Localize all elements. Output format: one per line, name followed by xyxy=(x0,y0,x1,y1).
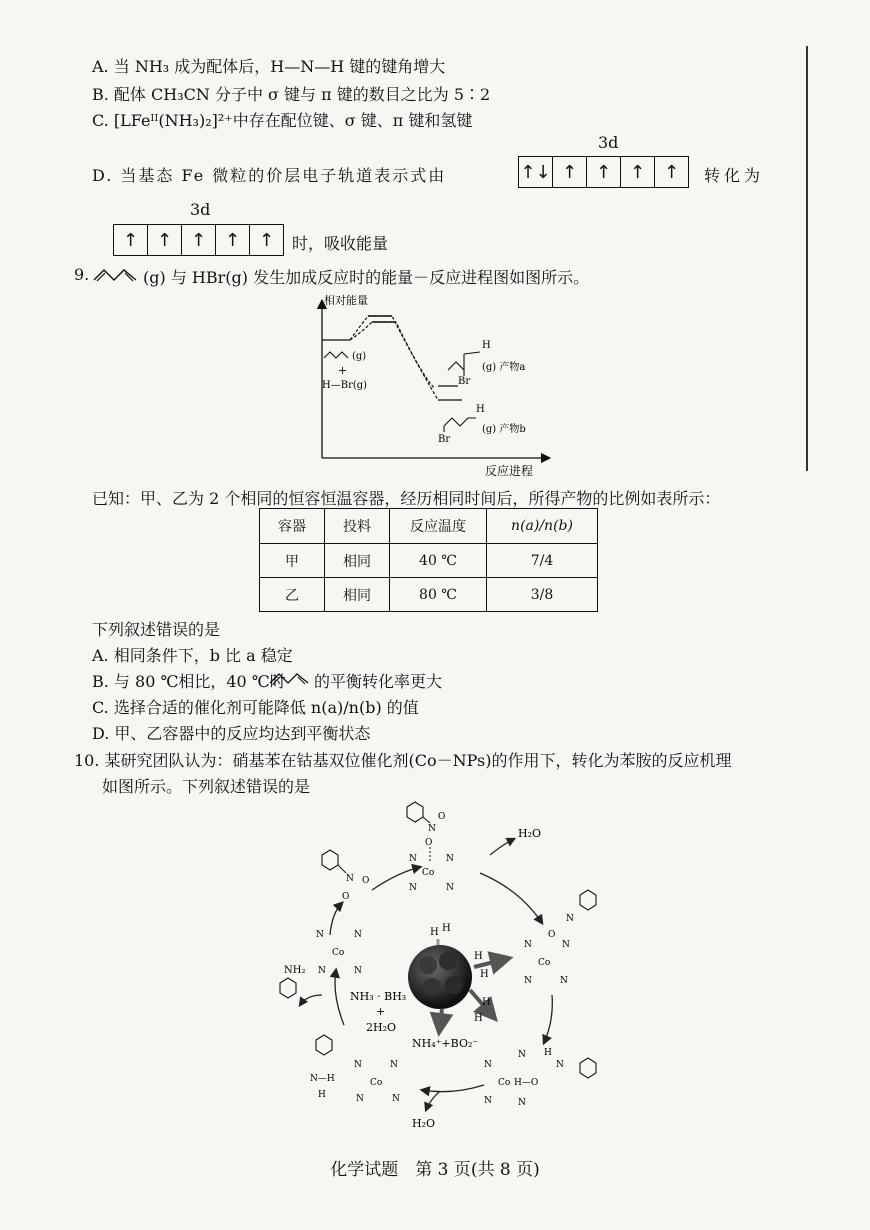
q8-option-a: A. 当 NH₃ 成为配体后，H—N—H 键的键角增大 xyxy=(92,57,446,76)
benzene-ring xyxy=(407,802,423,822)
q9-option-b-part2: 的平衡转化率更大 xyxy=(314,672,443,691)
product-b-br: Br xyxy=(438,434,451,445)
cobalt-center: Co xyxy=(498,1078,511,1088)
nitroso-n: N xyxy=(566,914,574,924)
cycle-arrow xyxy=(422,1085,484,1092)
page-footer: 化学试题 第 3 页(共 8 页) xyxy=(330,1160,540,1180)
product-a-structure xyxy=(448,354,464,370)
q9-stem-text: (g) 与 HBr(g) 发生加成反应时的能量－反应进程图如图所示。 xyxy=(143,268,590,287)
product-b-structure xyxy=(444,418,476,426)
benzene-ring xyxy=(280,978,296,998)
cycle-arrow xyxy=(480,873,542,923)
hydrogen-transfer-arrow xyxy=(440,1009,442,1025)
nitro-n: N xyxy=(346,874,354,884)
table-cell: 甲 xyxy=(260,544,325,578)
hydroxylamine-n: N xyxy=(556,1060,564,1070)
nh-h-label: N—H xyxy=(310,1074,335,1084)
table-cell: 相同 xyxy=(325,578,390,612)
y-axis-label: 相对能量 xyxy=(324,294,368,307)
amine-h: H xyxy=(318,1090,326,1100)
ligand-n: N xyxy=(392,1094,400,1104)
nitroso-o: O xyxy=(548,930,556,940)
q9-table xyxy=(259,508,598,612)
nanoparticle-bump xyxy=(419,956,437,974)
ligand-n: N xyxy=(354,930,362,940)
product-a-bond xyxy=(464,352,480,354)
q8-option-d-transform: 转化为 xyxy=(704,166,765,185)
ligand-n: N xyxy=(518,1098,526,1108)
butadiene-structure xyxy=(92,266,142,284)
h-o-label: H—O xyxy=(514,1078,539,1088)
hydrogen-label: H xyxy=(474,1013,483,1024)
nitro-n: N xyxy=(428,824,436,834)
reactant-hbr-label: H—Br(g) xyxy=(322,380,368,391)
nanoparticle-bump xyxy=(439,952,457,970)
ammonia-borane-label: NH₃ · BH₃ xyxy=(350,990,407,1003)
table-row xyxy=(260,544,598,578)
orbital-box: ↑ xyxy=(147,225,181,255)
benzene-ring xyxy=(322,850,338,870)
nanoparticle-bump xyxy=(445,976,463,994)
q9-option-a: A. 相同条件下，b 比 a 稳定 xyxy=(92,646,293,665)
cycle-arrow xyxy=(544,995,552,1043)
water-label: 2H₂O xyxy=(366,1021,397,1034)
ligand-n: N xyxy=(446,854,454,864)
q8-option-d-end: 时，吸收能量 xyxy=(292,234,389,253)
q9-number: 9. xyxy=(74,265,90,284)
hydrogen-label: H xyxy=(442,923,451,934)
q8-option-c: C. [LFeᴵᴵ(NH₃)₂]²⁺中存在配位键、σ 键、π 键和氢键 xyxy=(92,111,473,130)
ligand-n: N xyxy=(524,976,532,986)
ligand-n: N xyxy=(409,854,417,864)
orbital-box: ↑↓ xyxy=(520,161,551,183)
h2o-top-label: H₂O xyxy=(518,827,542,840)
orbital-box: ↑ xyxy=(552,157,586,187)
orbital-box: ↑ xyxy=(620,157,654,187)
table-cell: 80 ℃ xyxy=(390,578,487,612)
orbital-box: ↑ xyxy=(215,225,249,255)
ligand-n: N xyxy=(518,1050,526,1060)
product-a-br: Br xyxy=(458,376,471,387)
q10-stem-line2: 如图所示。下列叙述错误的是 xyxy=(102,777,311,796)
cycle-arrow xyxy=(330,903,342,935)
ligand-n: N xyxy=(390,1060,398,1070)
product-a-label: (g) 产物a xyxy=(482,362,526,373)
table-cell: 3/8 xyxy=(487,578,598,612)
ligand-n: N xyxy=(562,940,570,950)
butadiene-structure-small xyxy=(268,669,312,687)
cobalt-center: Co xyxy=(422,868,435,878)
orbital-diagram-before xyxy=(518,156,689,188)
orbital-label-bottom: 3d xyxy=(190,200,211,219)
orbital-box: ↑ xyxy=(654,157,688,187)
table-header: 容器 xyxy=(260,509,325,544)
nanoparticle-bump xyxy=(423,978,441,996)
product-b-label: (g) 产物b xyxy=(482,424,526,435)
table-row xyxy=(260,578,598,612)
ligand-n: N xyxy=(484,1096,492,1106)
ligand-n: N xyxy=(356,1094,364,1104)
nitro-o-2: O xyxy=(342,892,350,902)
aniline-release-arrow xyxy=(300,995,322,1005)
nitro-o-2: O xyxy=(425,838,433,848)
h2o-release-arrow xyxy=(490,839,514,855)
table-cell: 乙 xyxy=(260,578,325,612)
margin-line xyxy=(806,46,808,471)
h2o-release-arrow-bottom xyxy=(426,1091,440,1110)
table-cell: 相同 xyxy=(325,544,390,578)
product-b-h: H xyxy=(476,404,485,415)
q9-option-b-part1: B. 与 80 ℃相比，40 ℃时 xyxy=(92,672,286,691)
benzene-ring xyxy=(316,1035,332,1055)
bond-line xyxy=(338,865,346,873)
table-header-row xyxy=(260,509,598,544)
h2o-bottom-label: H₂O xyxy=(412,1117,436,1130)
x-axis-label: 反应进程 xyxy=(485,464,534,478)
benzene-ring xyxy=(580,890,596,910)
reactant-plus-label: + xyxy=(338,364,348,377)
ligand-n: N xyxy=(316,930,324,940)
q10-stem-line1: 10. 某研究团队认为：硝基苯在钴基双位催化剂(Co－NPs)的作用下，转化为苯胺的反应机理 xyxy=(74,751,732,770)
energy-diagram xyxy=(310,292,560,482)
benzene-ring xyxy=(580,1058,596,1078)
product-a-h: H xyxy=(482,340,491,351)
hydrogen-label: H xyxy=(430,927,439,938)
orbital-diagram-after xyxy=(113,224,284,256)
orbital-box: ↑ xyxy=(122,229,139,251)
ligand-n: N xyxy=(409,883,417,893)
hydrogen-label: H xyxy=(482,997,491,1008)
ligand-n: N xyxy=(354,1060,362,1070)
cobalt-center: Co xyxy=(370,1078,383,1088)
q9-option-c: C. 选择合适的催化剂可能降低 n(a)/n(b) 的值 xyxy=(92,698,419,717)
q8-option-b: B. 配体 CH₃CN 分子中 σ 键与 π 键的数目之比为 5∶2 xyxy=(92,85,491,104)
hydrogen-label: H xyxy=(474,951,483,962)
orbital-box: ↑ xyxy=(181,225,215,255)
table-cell: 7/4 xyxy=(487,544,598,578)
cycle-arrow xyxy=(335,970,344,1025)
table-header: 投料 xyxy=(325,509,390,544)
ligand-n: N xyxy=(560,976,568,986)
q9-option-d: D. 甲、乙容器中的反应均达到平衡状态 xyxy=(92,724,371,743)
orbital-label-top: 3d xyxy=(598,133,619,152)
hydrogen-label: H xyxy=(480,969,489,980)
hydroxyl-h: H xyxy=(544,1048,552,1058)
orbital-box: ↑ xyxy=(586,157,620,187)
cobalt-center: Co xyxy=(332,948,345,958)
nitro-o: O xyxy=(362,876,370,886)
center-products-label: NH₄⁺+BO₂⁻ xyxy=(412,1037,479,1050)
table-header: n(a)/n(b) xyxy=(487,509,598,544)
table-header: 反应温度 xyxy=(390,509,487,544)
ligand-n: N xyxy=(524,940,532,950)
center-plus-label: + xyxy=(376,1005,386,1018)
bond-line xyxy=(423,817,430,823)
aniline-nh2: NH₂ xyxy=(284,965,306,976)
nitro-o: O xyxy=(438,812,446,822)
reactant-structure xyxy=(324,352,348,358)
q8-option-d-text: D. 当基态 Fe 微粒的价层电子轨道表示式由 xyxy=(92,166,447,185)
q9-known: 已知：甲、乙为 2 个相同的恒容恒温容器，经历相同时间后，所得产物的比例如表所示： xyxy=(92,489,721,508)
ligand-n: N xyxy=(354,966,362,976)
q9-question: 下列叙述错误的是 xyxy=(92,620,221,639)
orbital-box: ↑ xyxy=(249,225,283,255)
cobalt-nanoparticle xyxy=(408,945,472,1009)
catalytic-cycle-diagram xyxy=(262,795,622,1145)
ligand-n: N xyxy=(484,1060,492,1070)
ligand-n: N xyxy=(318,966,326,976)
ligand-n: N xyxy=(446,883,454,893)
cobalt-center: Co xyxy=(538,958,551,968)
table-cell: 40 ℃ xyxy=(390,544,487,578)
reactant-g-label: (g) xyxy=(352,351,367,362)
